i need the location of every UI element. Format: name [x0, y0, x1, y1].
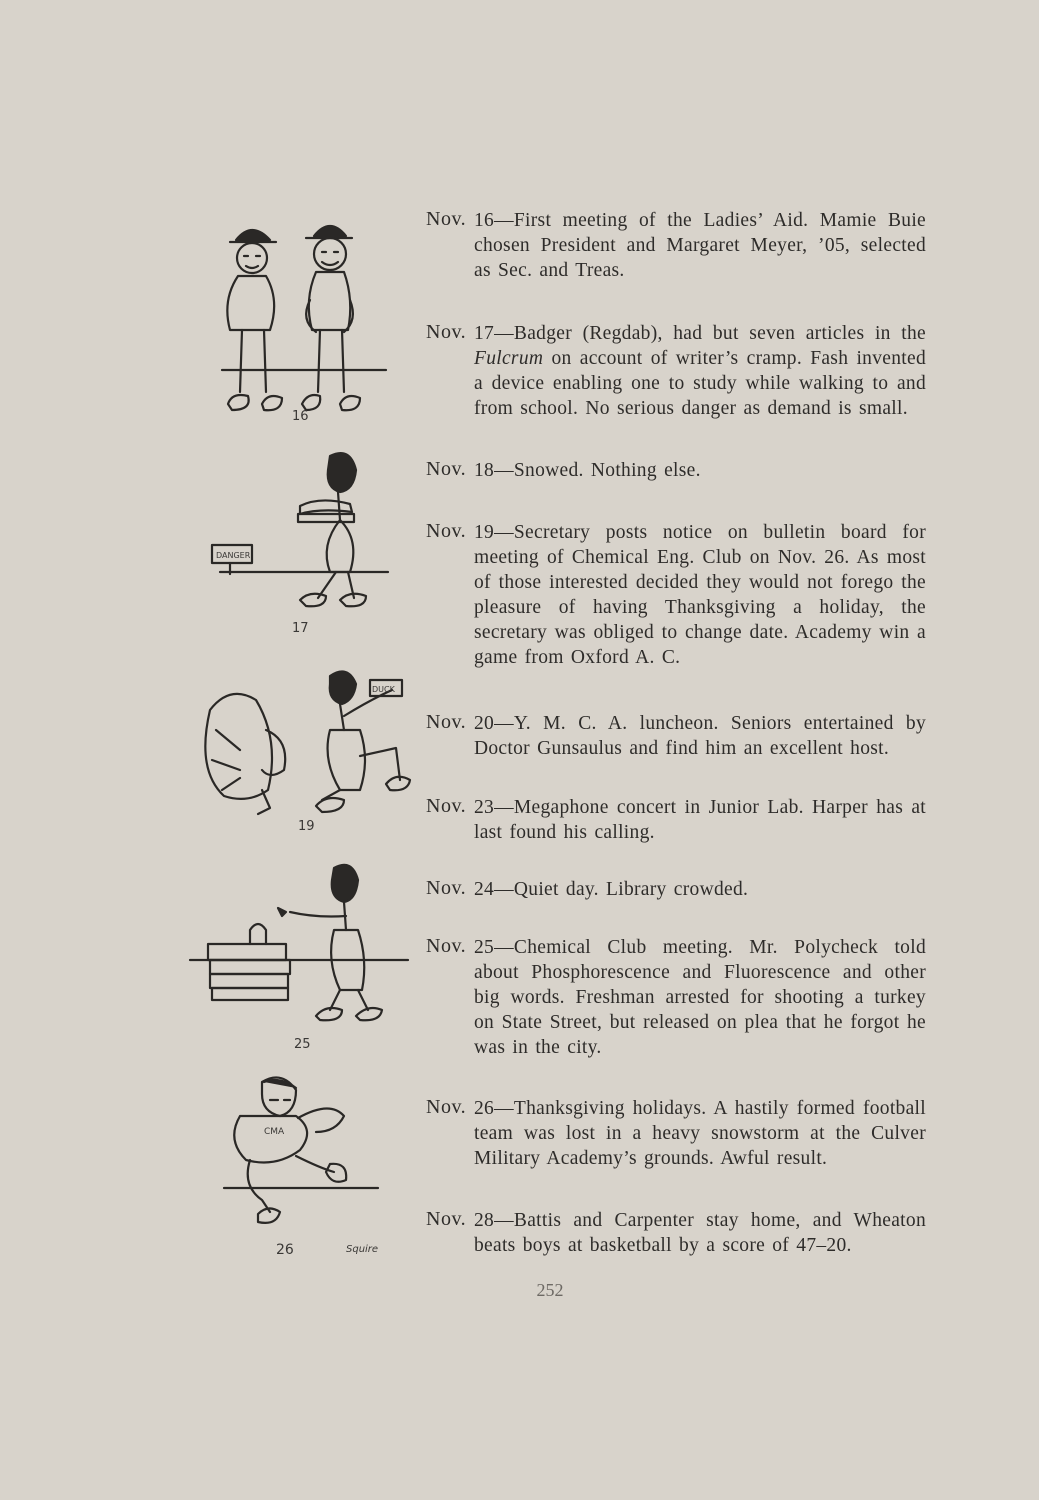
entry-month: Nov.: [426, 458, 467, 480]
caption-19: 19: [298, 819, 315, 834]
entry-text: 24—Quiet day. Library crowded.: [474, 879, 749, 900]
entry-text: 19—Secretary posts notice on bulletin board for meeting of Chemical Eng. Club on Nov. 26. As most of those interested decided they would not forego the pleasure of having Thanksgiving a holiday, the secretary was obliged to change date. Academy win a game from Oxford A. C.: [474, 522, 926, 668]
entry-nov-24: [426, 877, 926, 902]
entry-text: 18—Snowed. Nothing else.: [474, 460, 701, 481]
entry-nov-23: [426, 795, 926, 845]
caption-26: 26: [276, 1242, 294, 1258]
illustration-19: [205, 672, 410, 835]
entry-text: 26—Thanksgiving holidays. A hastily formed football team was lost in a heavy snowstorm at the Culver Military Academy’s grounds. Awful result.: [474, 1098, 926, 1169]
entry-nov-18: [426, 458, 926, 483]
entry-nov-17: [426, 321, 926, 421]
duck-sign-label: DUCK: [372, 685, 395, 694]
illustration-25: [190, 865, 408, 1052]
entry-month: Nov.: [426, 1096, 467, 1118]
illustration-17: [212, 453, 388, 636]
entry-month: Nov.: [426, 795, 467, 817]
artist-signature: Squire: [346, 1244, 379, 1255]
entry-month: Nov.: [426, 520, 467, 542]
entry-text: 16—First meeting of the Ladies’ Aid. Mamie Buie chosen President and Margaret Meyer, ’05, selected as Sec. and Treas.: [474, 210, 926, 281]
entry-month: Nov.: [426, 711, 467, 733]
entry-nov-26: [426, 1096, 926, 1171]
entry-nov-28: [426, 1208, 926, 1258]
caption-16: 16: [292, 409, 309, 424]
entry-text-pre: 17—Badger (Regdab), had but seven articles in the: [474, 323, 926, 344]
page-number: 252: [536, 1280, 564, 1300]
entry-month: Nov.: [426, 877, 467, 899]
entry-month: Nov.: [426, 935, 467, 957]
entry-text-post: on account of writer’s cramp. Fash invented a device enabling one to study while walking to and from school. No serious danger as demand is small.: [474, 348, 926, 419]
entry-text: 25—Chemical Club meeting. Mr. Polycheck told about Phosphorescence and Fluorescence and other big words. Freshman arrested for shooting a turkey on State Street, but released on plea that he forgot he was in the city.: [474, 937, 926, 1058]
entry-nov-20: [426, 711, 926, 761]
entry-month: Nov.: [426, 1208, 467, 1230]
illustration-26: [224, 1078, 378, 1259]
entry-month: Nov.: [426, 321, 467, 343]
entry-text: 20—Y. M. C. A. luncheon. Seniors entertained by Doctor Gunsaulus and find him an excellent host.: [474, 713, 926, 759]
caption-25: 25: [294, 1037, 311, 1052]
cma-badge: CMA: [264, 1127, 285, 1137]
entry-nov-19: [426, 520, 926, 670]
illustration-16: [222, 226, 386, 424]
danger-sign-label: DANGER: [216, 551, 251, 560]
entry-nov-16: [426, 208, 926, 283]
entry-month: Nov.: [426, 208, 467, 230]
entry-nov-25: [426, 935, 926, 1060]
entry-text: [474, 321, 926, 421]
entry-text-italic: Fulcrum: [474, 348, 544, 369]
entry-text: 28—Battis and Carpenter stay home, and Wheaton beats boys at basketball by a score of 47–20.: [474, 1210, 926, 1256]
caption-17: 17: [292, 621, 309, 636]
entry-text: 23—Megaphone concert in Junior Lab. Harper has at last found his calling.: [474, 797, 926, 843]
